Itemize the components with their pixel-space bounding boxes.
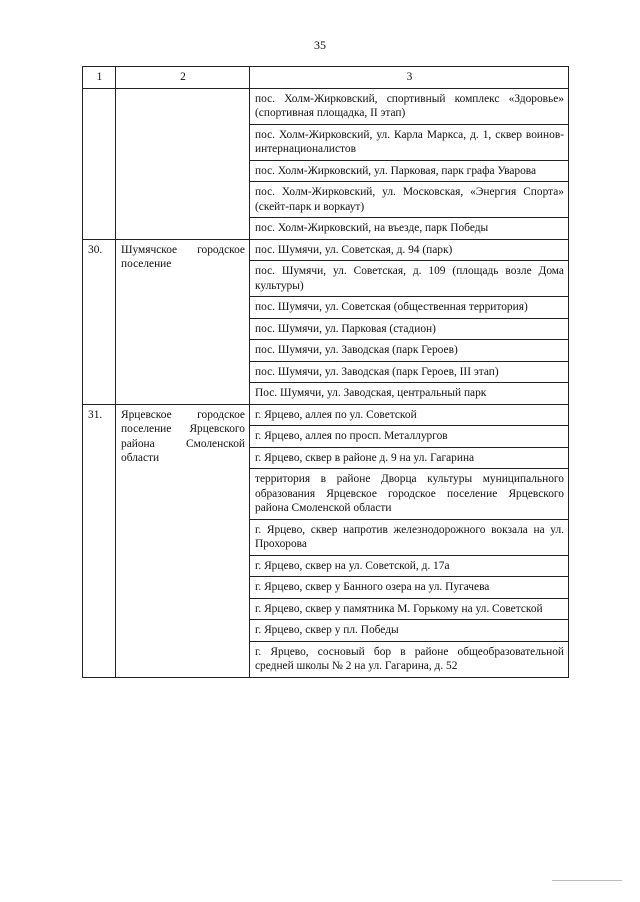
municipality-name: Шумячское городское поселение bbox=[116, 239, 250, 404]
address-cell: пос. Холм-Жирковский, ул. Московская, «Энергия Спорта» (скейт-парк и воркаут) bbox=[250, 182, 569, 218]
address-cell: пос. Шумячи, ул. Советская, д. 109 (площадь возле Дома культуры) bbox=[250, 261, 569, 297]
table-row bbox=[83, 88, 569, 124]
header-row bbox=[83, 67, 569, 89]
address-cell: пос. Холм-Жирковский, спортивный комплекс «Здоровье» (спортивная площадка, II этап) bbox=[250, 88, 569, 124]
scan-artifact-line bbox=[552, 880, 622, 881]
address-cell: г. Ярцево, сосновый бор в районе общеобразовательной средней школы № 2 на ул. Гагарина, д. 52 bbox=[250, 641, 569, 677]
header-col-address: 3 bbox=[250, 67, 569, 89]
address-cell: пос. Шумячи, ул. Парковая (стадион) bbox=[250, 318, 569, 340]
registry-table-body bbox=[83, 67, 569, 678]
address-cell: территория в районе Дворца культуры муниципального образования Ярцевское городское поселение Ярцевского района Смоленской области bbox=[250, 469, 569, 520]
table-row bbox=[83, 239, 569, 261]
address-cell: пос. Холм-Жирковский, ул. Карла Маркса, д. 1, сквер воинов-интернационалистов bbox=[250, 124, 569, 160]
header-col-municipality: 2 bbox=[116, 67, 250, 89]
address-cell: г. Ярцево, аллея по ул. Советской bbox=[250, 404, 569, 426]
address-cell: г. Ярцево, сквер напротив железнодорожного вокзала на ул. Прохорова bbox=[250, 519, 569, 555]
address-cell: пос. Холм-Жирковский, ул. Парковая, парк графа Уварова bbox=[250, 160, 569, 182]
address-cell: Пос. Шумячи, ул. Заводская, центральный парк bbox=[250, 383, 569, 405]
address-cell: пос. Холм-Жирковский, на въезде, парк Победы bbox=[250, 218, 569, 240]
address-cell: г. Ярцево, сквер у Банного озера на ул. Пугачева bbox=[250, 577, 569, 599]
address-cell: пос. Шумячи, ул. Советская, д. 94 (парк) bbox=[250, 239, 569, 261]
header-col-number: 1 bbox=[83, 67, 116, 89]
municipality-name: Ярцевское городское поселение Ярцевского района Смоленской области bbox=[116, 404, 250, 677]
address-cell: г. Ярцево, сквер на ул. Советской, д. 17а bbox=[250, 555, 569, 577]
address-cell: пос. Шумячи, ул. Советская (общественная территория) bbox=[250, 297, 569, 319]
address-cell: пос. Шумячи, ул. Заводская (парк Героев, III этап) bbox=[250, 361, 569, 383]
group-number: 30. bbox=[83, 239, 116, 404]
group-name-cell bbox=[116, 88, 250, 239]
registry-table bbox=[82, 66, 569, 678]
address-cell: г. Ярцево, сквер у памятника М. Горькому на ул. Советской bbox=[250, 598, 569, 620]
address-cell: г. Ярцево, сквер в районе д. 9 на ул. Гагарина bbox=[250, 447, 569, 469]
address-cell: г. Ярцево, аллея по просп. Металлургов bbox=[250, 426, 569, 448]
group-number: 31. bbox=[83, 404, 116, 677]
address-cell: г. Ярцево, сквер у пл. Победы bbox=[250, 620, 569, 642]
address-cell: пос. Шумячи, ул. Заводская (парк Героев) bbox=[250, 340, 569, 362]
group-number-cell bbox=[83, 88, 116, 239]
table-row bbox=[83, 404, 569, 426]
page-number: 35 bbox=[314, 38, 326, 52]
